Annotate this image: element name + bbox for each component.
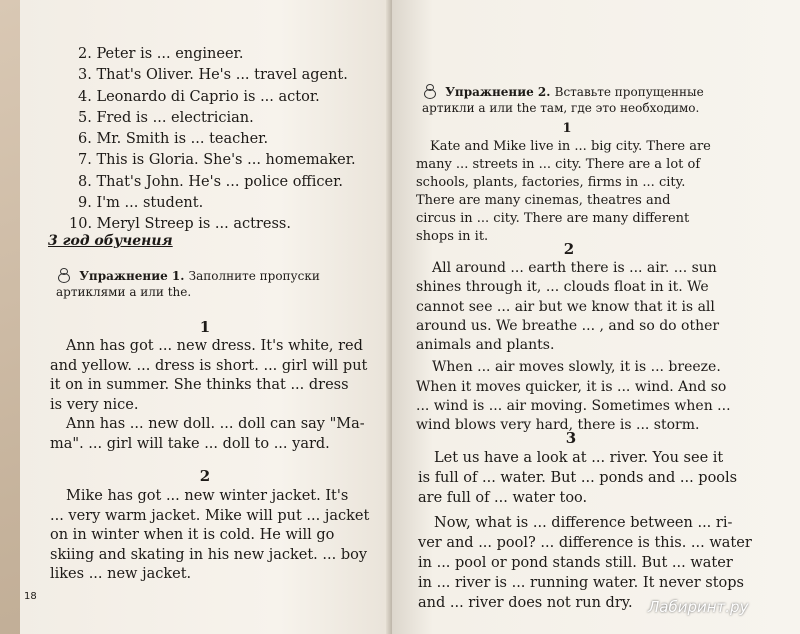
text-line: When ... air moves slowly, it is ... breeze.	[432, 359, 721, 376]
exercise-2-heading	[422, 84, 792, 116]
list-item: 2. Peter is ... engineer.	[78, 46, 244, 62]
text-line: is very nice.	[50, 396, 139, 413]
text-line: is full of ... water. But ... ponds and ... pools	[418, 470, 738, 487]
exercise-2-instruction: Вставьте пропущенные	[554, 85, 704, 99]
text-line: circus in ... city. There are many different	[416, 211, 690, 226]
exercise-1-title: Упражнение 1.	[79, 269, 185, 283]
watermark-logo: Лабиринт.ру	[648, 598, 749, 616]
list-item: 6. Mr. Smith is ... teacher.	[78, 131, 269, 148]
text-line: likes ... new jacket.	[50, 566, 192, 583]
text-line: ... wind is ... air moving. Sometimes when ...	[416, 398, 731, 415]
text-line: cannot see ... air but we know that it is all	[416, 298, 715, 315]
sentence-list	[69, 44, 356, 236]
paragraph	[418, 448, 752, 614]
right-page	[392, 0, 800, 634]
text-line: shops in it.	[416, 229, 489, 244]
text-line: around us. We breathe ... , and so do other	[416, 317, 720, 334]
text-line: in ... pool or pond stands still. But ... water	[418, 555, 733, 572]
text-line: on in winter when it is cold. He will go	[50, 527, 335, 544]
text-line: Ann has got ... new dress. It's white, red	[66, 338, 363, 354]
list-item: 4. Leonardo di Caprio is ... actor.	[78, 88, 320, 105]
list-item: 5. Fred is ... electrician.	[78, 109, 254, 126]
part-number: 3	[565, 429, 577, 447]
part-number: 1	[199, 318, 211, 336]
page-number: 18	[24, 591, 37, 602]
text-line: are full of ... water too.	[418, 490, 588, 507]
text-line: schools, plants, factories, firms in ... city.	[416, 175, 686, 190]
exercise-2-title: Упражнение 2.	[445, 85, 551, 99]
exercise-1-instruction-cont: артиклями a или the.	[56, 285, 192, 299]
text-line: and ... river does not run dry.	[418, 595, 633, 612]
part-number: 1	[562, 121, 572, 136]
text-line: skiing and skating in his new jacket. ... boy	[50, 546, 368, 563]
text-line: in ... river is ... running water. It never stops	[418, 575, 744, 592]
exercise-2-instruction-cont: артикли a или the там, где это необходимо.	[422, 101, 700, 115]
section-title: 3 год обучения	[48, 233, 173, 249]
list-item: 3. That's Oliver. He's ... travel agent.	[78, 67, 348, 84]
exercise-1-instruction: Заполните пропуски	[188, 269, 320, 283]
bear-icon	[422, 84, 437, 98]
list-item: 8. That's John. He's ... police officer.	[78, 173, 344, 190]
text-line: ver and ... pool? ... difference is this. ... water	[418, 534, 752, 551]
list-item: 7. This is Gloria. She's ... homemaker.	[78, 152, 356, 169]
text-line: Mike has got ... new winter jacket. It's	[66, 488, 349, 504]
text-line: and yellow. ... dress is short. ... girl will put	[50, 357, 368, 374]
bear-icon	[56, 268, 71, 282]
text-line: Let us have a look at ... river. You see it	[434, 450, 724, 466]
paragraph	[50, 337, 367, 455]
text-line: shines through it, ... clouds float in it. We	[416, 279, 709, 296]
text-line: ma". ... girl will take ... doll to ... yard.	[50, 435, 330, 452]
paragraph	[416, 138, 711, 246]
text-line: There are many cinemas, theatres and	[416, 193, 671, 208]
paragraph	[416, 259, 731, 436]
list-item: 9. I'm ... student.	[78, 195, 204, 212]
text-line: Now, what is ... difference between ... ri-	[434, 514, 733, 531]
text-line: wind blows very hard, there is ... storm.	[416, 417, 700, 434]
part-number: 2	[199, 467, 211, 485]
text-line: Ann has ... new doll. ... doll can say "Ma-	[66, 416, 365, 433]
paragraph	[50, 487, 369, 585]
part-number: 2	[563, 240, 575, 258]
text-line: Kate and Mike live in ... big city. There are	[430, 139, 711, 154]
text-line: it on in summer. She thinks that ... dress	[50, 377, 349, 394]
text-line: many ... streets in ... city. There are a lot of	[416, 157, 701, 172]
text-line: ... very warm jacket. Mike will put ... jacket	[50, 507, 370, 524]
text-line: All around ... earth there is ... air. ... sun	[432, 260, 717, 276]
exercise-1-heading	[56, 268, 386, 300]
left-page	[20, 0, 392, 634]
text-line: When it moves quicker, it is ... wind. And so	[416, 378, 727, 395]
list-item: 10. Meryl Streep is ... actress.	[69, 216, 291, 233]
text-line: animals and plants.	[416, 337, 555, 354]
